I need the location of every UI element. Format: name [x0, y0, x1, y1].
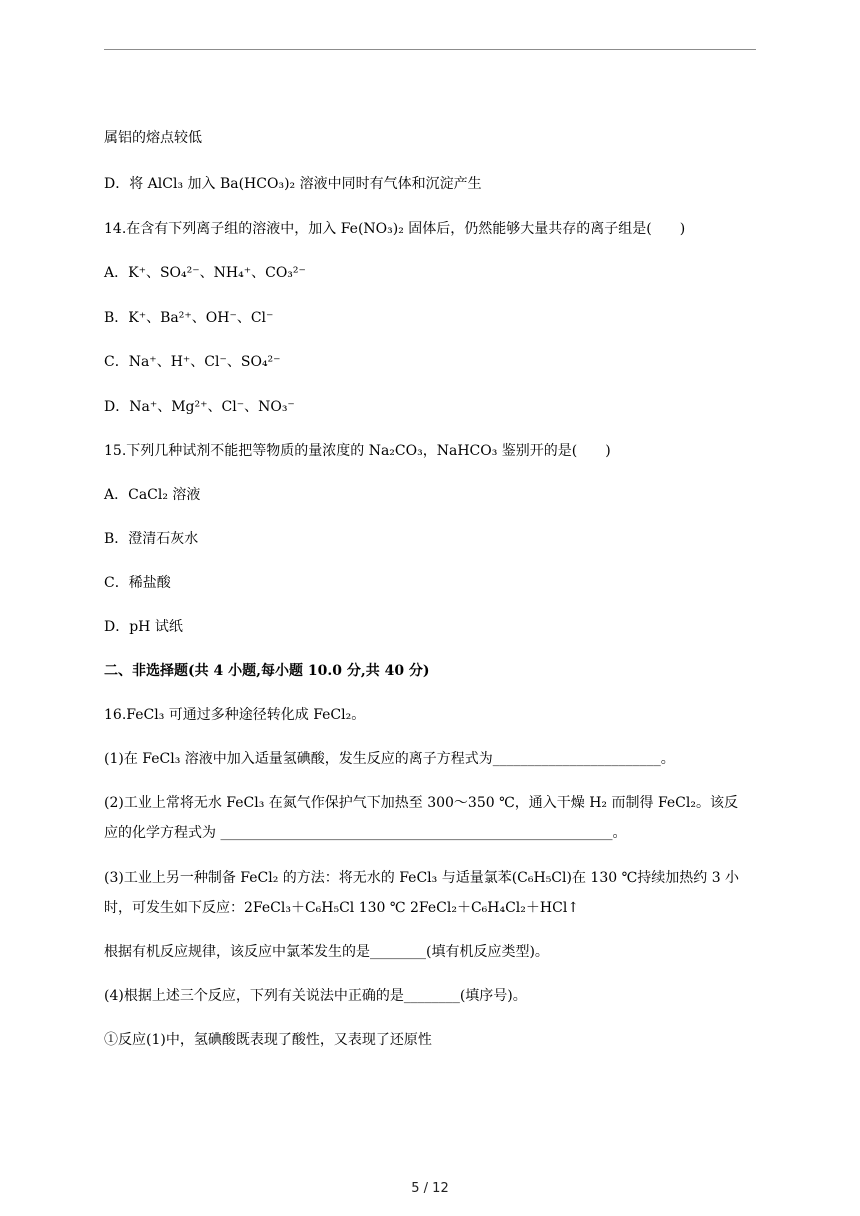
q14-option-d: D．Na⁺、Mg²⁺、Cl⁻、NO₃⁻ — [104, 399, 295, 415]
q14-option-c: C．Na⁺、H⁺、Cl⁻、SO₄²⁻ — [104, 354, 281, 370]
q15-option-d: D．pH 试纸 — [104, 619, 183, 635]
section-heading: 二、非选择题(共 4 小题,每小题 10.0 分,共 40 分) — [104, 663, 430, 679]
q15-option-b: B．澄清石灰水 — [104, 531, 199, 547]
q16-part-2-line-1: (2)工业上常将无水 FeCl₃ 在氮气作保护气下加热至 300～350 ℃，通入干燥 H₂ 而制得 FeCl₂。该反 — [104, 795, 738, 811]
q14-option-b: B．K⁺、Ba²⁺、OH⁻、Cl⁻ — [104, 310, 274, 326]
q16-stem: 16.FeCl₃ 可通过多种途径转化成 FeCl₂。 — [104, 707, 366, 723]
q14-stem: 14.在含有下列离子组的溶液中，加入 Fe(NO₃)₂ 固体后，仍然能够大量共存的离子组是( ) — [104, 221, 686, 237]
q13-option-d: D．将 AlCl₃ 加入 Ba(HCO₃)₂ 溶液中同时有气体和沉淀产生 — [104, 176, 482, 192]
q14-option-a: A．K⁺、SO₄²⁻、NH₄⁺、CO₃²⁻ — [104, 265, 306, 281]
q15-option-a: A．CaCl₂ 溶液 — [104, 487, 201, 503]
q16-part-3-equation: 时，可发生如下反应：2FeCl₃＋C₆H₅Cl 130 ℃ 2FeCl₂＋C₆H₄Cl₂＋HCl↑ — [104, 900, 580, 916]
q16-part-2-line-2: 应的化学方程式为 ________________________________________________________。 — [104, 825, 627, 841]
q16-part-4-statement-1: ①反应(1)中，氢碘酸既表现了酸性，又表现了还原性 — [104, 1032, 432, 1048]
q16-part-1: (1)在 FeCl₃ 溶液中加入适量氢碘酸，发生反应的离子方程式为________________________。 — [104, 751, 675, 767]
page-number: 5 / 12 — [411, 1181, 449, 1196]
q15-option-c: C．稀盐酸 — [104, 575, 171, 591]
q15-stem: 15.下列几种试剂不能把等物质的量浓度的 Na₂CO₃，NaHCO₃ 鉴别开的是( ) — [104, 443, 611, 459]
q16-part-3-line-1: (3)工业上另一种制备 FeCl₂ 的方法：将无水的 FeCl₃ 与适量氯苯(C₆H₅Cl)在 130 ℃持续加热约 3 小 — [104, 870, 740, 886]
q16-part-3-question: 根据有机反应规律，该反应中氯苯发生的是________(填有机反应类型)。 — [104, 944, 549, 960]
line-continuation: 属铝的熔点较低 — [104, 130, 202, 146]
header-rule — [104, 49, 756, 50]
q16-part-4: (4)根据上述三个反应，下列有关说法中正确的是________(填序号)。 — [104, 988, 527, 1004]
